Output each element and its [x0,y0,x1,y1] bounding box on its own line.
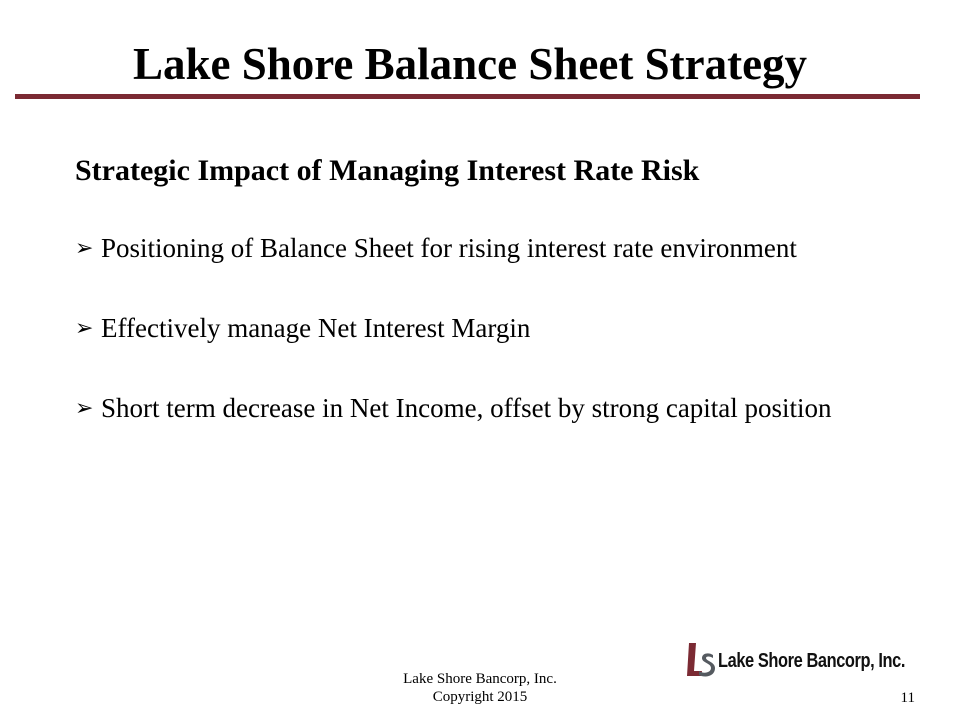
bullet-text: Short term decrease in Net Income, offset by strong capital position [101,393,832,423]
page-number: 11 [900,690,915,706]
footer-copyright-year: Copyright 2015 [432,689,528,705]
logo-wordmark: Lake Shore Bancorp, Inc. [718,649,906,672]
footer-copyright [380,670,580,706]
section-subheading: Strategic Impact of Managing Interest Rate Risk [75,154,700,187]
bullet-item [75,391,875,426]
bullet-item [75,311,875,346]
arrow-bullet-icon: ➢ [75,316,94,341]
arrow-bullet-icon: ➢ [75,396,94,421]
slide-content [75,153,875,471]
title-divider [15,94,920,99]
arrow-bullet-icon: ➢ [75,236,94,261]
company-logo [686,640,946,682]
bullet-text: Effectively manage Net Interest Margin [101,313,531,343]
slide-title: Lake Shore Balance Sheet Strategy [132,39,808,89]
footer-company-name: Lake Shore Bancorp, Inc. [403,671,557,687]
bullet-item [75,231,875,266]
bullet-text: Positioning of Balance Sheet for rising interest rate environment [101,233,797,263]
ls-monogram-icon [686,641,716,681]
